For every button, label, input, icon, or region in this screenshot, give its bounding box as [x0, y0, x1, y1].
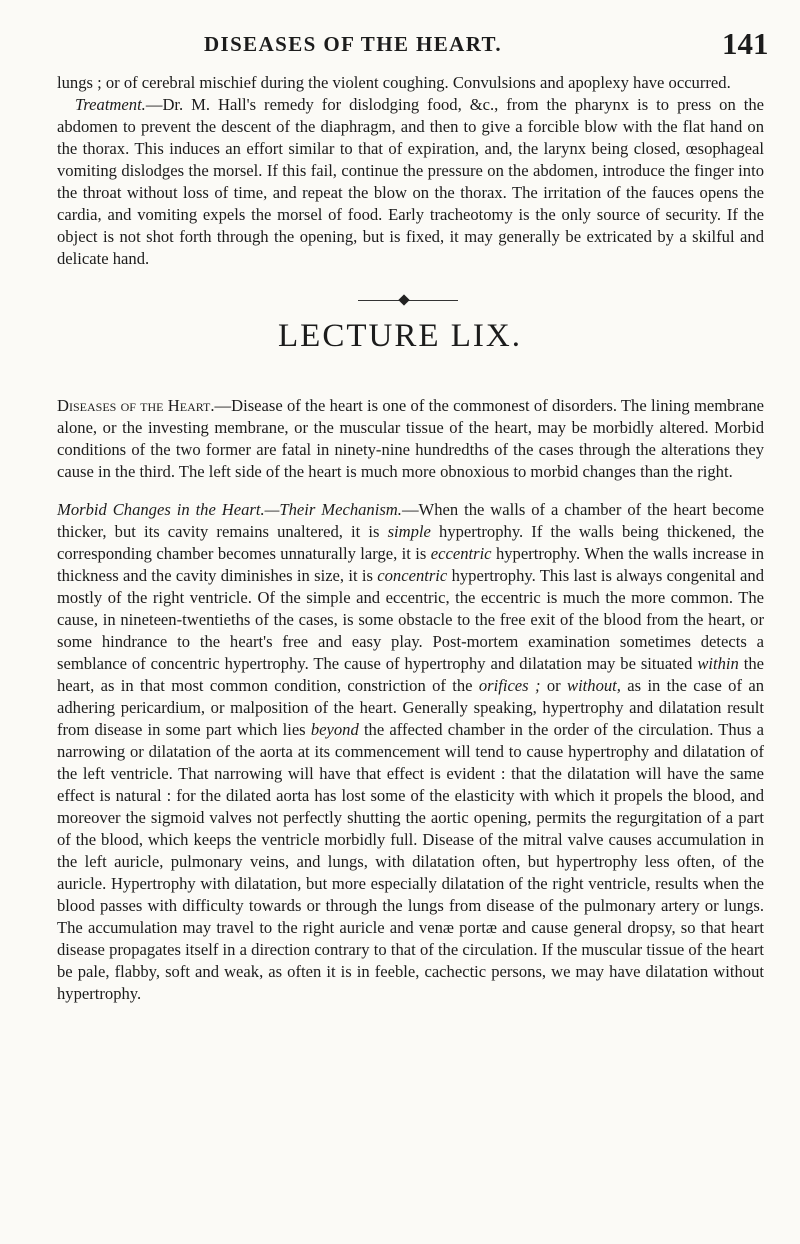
treatment-text: —Dr. M. Hall's remedy for dislodging food, &c., from the pharynx is to press on the abdomen to prevent the descent of the diaphragm, and then to give a forcible blow with the flat hand on the thorax. This induces an effort similar to that of expiration, and, the larynx being closed, œsophageal vomiting dislodges the morsel. If this fail, continue the pressure on the abdomen, introduce the finger into the throat without loss of time, and repeat the blow on the thorax. The irritation of the fauces opens the cardia, and vomiting expels the morsel of food. Early tracheotomy is the only source of security. If the object is not shot forth through the opening, but is fixed, it may generally be extricated by a skilful and delicate hand.	[57, 95, 764, 268]
diseases-text: —Disease of the heart is one of the commonest of disorders. The lining membrane alone, or the investing membrane, or the muscular tissue of the heart, may be morbidly altered. Morbid conditions of the two former are fatal in ninety-nine hundredths of the cases through the alterations they cause in the third. The left side of the heart is much more obnoxious to morbid changes than the right.	[57, 395, 764, 481]
diseases-label: Diseases of the Heart.	[57, 395, 215, 415]
page-number: 141	[722, 26, 769, 61]
emphasis-within: within	[697, 654, 739, 674]
diseases-paragraph	[57, 395, 764, 483]
body-text-top	[57, 72, 764, 270]
emphasis-orifices: orifices ;	[478, 676, 541, 696]
emphasis-eccentric: eccentric	[430, 544, 492, 564]
running-title: DISEASES OF THE HEART.	[203, 32, 503, 56]
morbid-label: Morbid Changes in the Heart.—Their Mechanism.	[57, 500, 402, 520]
treatment-label: Treatment.	[75, 95, 146, 114]
emphasis-beyond: beyond	[310, 720, 359, 740]
lecture-title: LECTURE LIX.	[278, 318, 522, 354]
emphasis-simple: simple	[387, 522, 431, 542]
emphasis-without: without,	[567, 676, 621, 696]
emphasis-concentric: concentric	[377, 566, 448, 586]
intro-paragraph: lungs ; or of cerebral mischief during the violent coughing. Convulsions and apoplexy have occurred.	[57, 73, 731, 92]
treatment-paragraph	[57, 94, 764, 270]
morbid-changes-paragraph: Morbid Changes in the Heart.—Their Mechanism.—When the walls of a chamber of the heart become thicker, but its cavity remains unaltered, it is simple hypertrophy. If the walls being thickened, the corresponding chamber becomes unnaturally large, it is eccentric hypertrophy. When the walls increase in thickness and the cavity diminishes in size, it is concentric hypertrophy. This last is always congenital and mostly of the right ventricle. Of the simple and eccentric, the eccentric is much the more common. The cause, in nineteen-twentieths of the cases, is some obstacle to the free exit of the blood from the heart, or some hindrance to the heart's free and easy play. Post-mortem examination sometimes detects a semblance of concentric hypertrophy. The cause of hypertrophy and dilatation may be situated within the heart, as in that most common condition, constriction of the orifices ; or without, as in the case of an adhering pericardium, or malposition of the heart. Generally speaking, hypertrophy and dilatation result from disease in some part which lies beyond the affected chamber in the order of the circulation. Thus a narrowing or dilatation of the aorta at its commencement will tend to cause hypertrophy and dilatation of the left ventricle. That narrowing will have that effect is evident : that the dilatation will have the same effect is natural : for the dilated aorta has lost some of the elasticity with which it propels the blood, and moreover the sigmoid valves not perfectly shutting the aortic opening, permits the regurgitation of a part of the blood, which keeps the ventricle morbidly full. Disease of the mitral valve causes accumulation in the left auricle, pulmonary veins, and lungs, with dilatation often, but hypertrophy less often, of the auricle. Hypertrophy with dilatation, but more especially dilatation of the right ventricle, results when the blood passes with difficulty towards or through the lungs from disease of the pulmonary artery or lungs. The accumulation may travel to the right auricle and venæ portæ and cause general dropsy, so that heart disease propagates itself in a direction contrary to that of the circulation. If the muscular tissue of the heart be pale, flabby, soft and weak, as often it is in feeble, cachectic persons, we may have dilatation without hypertrophy.	[57, 500, 765, 1004]
section-divider	[0, 295, 800, 307]
divider-ornament-icon	[398, 294, 409, 305]
running-header	[0, 26, 800, 66]
body-text-lecture	[57, 378, 764, 1022]
